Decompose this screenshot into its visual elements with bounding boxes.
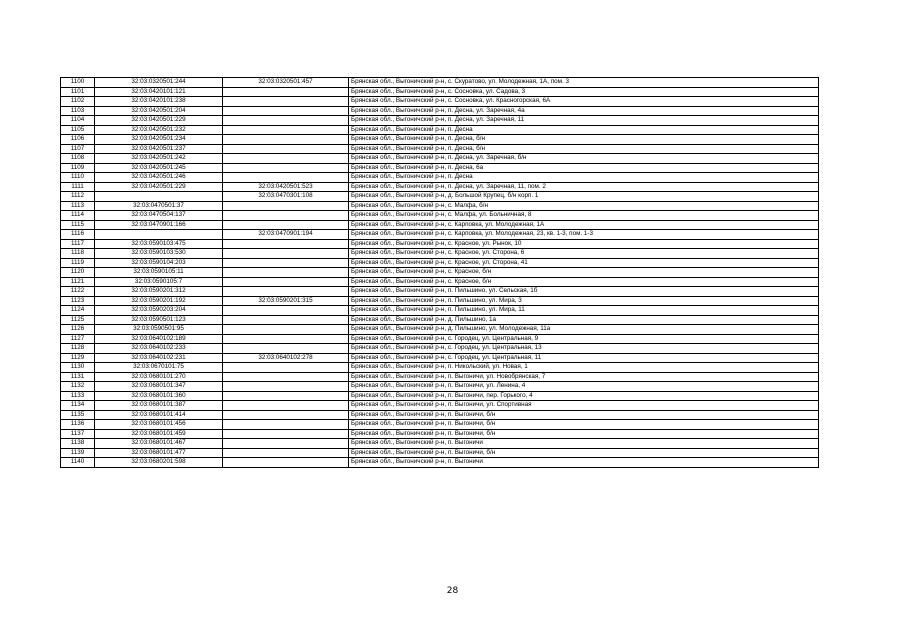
cadastral-number-cell: 32:03:0590104:203 (95, 258, 223, 268)
address-cell: Брянская обл., Выгоничский р-н, п. Десна (349, 125, 819, 135)
address-cell: Брянская обл., Выгоничский р-н, п. Выгоничи, ул. Спортивная (349, 401, 819, 411)
address-cell: Брянская обл., Выгоничский р-н, п. Выгоничи, б/н (349, 429, 819, 439)
cadastral-number-cell: 32:03:0420501:246 (95, 173, 223, 183)
row-number-cell: 1123 (61, 296, 95, 306)
room-cadastral-number-cell: 32:03:0420501:523 (223, 182, 349, 192)
room-cadastral-number-cell (223, 154, 349, 164)
row-number-cell: 1122 (61, 287, 95, 297)
room-cadastral-number-cell (223, 363, 349, 373)
table-row (61, 325, 819, 335)
address-cell: Брянская обл., Выгоничский р-н, п. Десна, ул. Заречная, б/н (349, 154, 819, 164)
address-cell: Брянская обл., Выгоничский р-н, д. Пильшино, 1а (349, 315, 819, 325)
cadastral-number-cell: 32:03:0420501:237 (95, 144, 223, 154)
address-cell: Брянская обл., Выгоничский р-н, п. Выгоничи, б/н (349, 420, 819, 430)
room-cadastral-number-cell (223, 306, 349, 316)
row-number-cell: 1105 (61, 125, 95, 135)
table-row (61, 448, 819, 458)
table-row (61, 144, 819, 154)
cadastral-number-cell: 32:03:0680101:387 (95, 401, 223, 411)
row-number-cell: 1103 (61, 106, 95, 116)
room-cadastral-number-cell (223, 287, 349, 297)
row-number-cell: 1131 (61, 372, 95, 382)
room-cadastral-number-cell (223, 277, 349, 287)
address-cell: Брянская обл., Выгоничский р-н, п. Выгоничи, б/н (349, 448, 819, 458)
room-cadastral-number-cell (223, 448, 349, 458)
table-row (61, 429, 819, 439)
cadastral-number-cell: 32:03:0320501:244 (95, 78, 223, 88)
cadastral-number-cell: 32:03:0420101:238 (95, 97, 223, 107)
address-cell: Брянская обл., Выгоничский р-н, с. Карповка, ул. Молодежная, 23, кв. 1-3, пом. 1-3 (349, 230, 819, 240)
address-cell: Брянская обл., Выгоничский р-н, п. Пильшино, ул. Мира, 11 (349, 306, 819, 316)
cadastral-number-cell: 32:03:0680101:459 (95, 429, 223, 439)
row-number-cell: 1132 (61, 382, 95, 392)
cadastral-number-cell: 32:03:0420101:121 (95, 87, 223, 97)
cadastral-number-cell: 32:03:0590103:475 (95, 239, 223, 249)
address-cell: Брянская обл., Выгоничский р-н, п. Десна, б/н (349, 135, 819, 145)
cadastral-number-cell: 32:03:0680101:270 (95, 372, 223, 382)
row-number-cell: 1101 (61, 87, 95, 97)
address-cell: Брянская обл., Выгоничский р-н, п. Десна, б/н (349, 144, 819, 154)
row-number-cell: 1117 (61, 239, 95, 249)
cadastral-number-cell (95, 192, 223, 202)
address-cell: Брянская обл., Выгоничский р-н, п. Выгоничи, б/н (349, 410, 819, 420)
cadastral-number-cell: 32:03:0590103:530 (95, 249, 223, 259)
room-cadastral-number-cell (223, 144, 349, 154)
cadastral-number-cell: 32:03:0680101:360 (95, 391, 223, 401)
room-cadastral-number-cell (223, 315, 349, 325)
table-row (61, 391, 819, 401)
table-row (61, 439, 819, 449)
address-cell: Брянская обл., Выгоничский р-н, с. Красное, ул. Сторона, 6 (349, 249, 819, 259)
address-cell: Брянская обл., Выгоничский р-н, с. Красное, б/н (349, 268, 819, 278)
address-cell: Брянская обл., Выгоничский р-н, с. Малфа, б/н (349, 201, 819, 211)
table-row (61, 116, 819, 126)
address-cell: Брянская обл., Выгоничский р-н, п. Десна (349, 173, 819, 183)
row-number-cell: 1140 (61, 458, 95, 468)
row-number-cell: 1114 (61, 211, 95, 221)
cadastral-number-cell: 32:03:0680101:467 (95, 439, 223, 449)
cadastral-number-cell: 32:03:0590501:123 (95, 315, 223, 325)
row-number-cell: 1139 (61, 448, 95, 458)
room-cadastral-number-cell (223, 220, 349, 230)
address-cell: Брянская обл., Выгоничский р-н, с. Сосновка, ул. Садова, 3 (349, 87, 819, 97)
table-row (61, 211, 819, 221)
table-row (61, 382, 819, 392)
room-cadastral-number-cell (223, 325, 349, 335)
cadastral-number-cell: 32:03:0590201:192 (95, 296, 223, 306)
row-number-cell: 1128 (61, 344, 95, 354)
table-row (61, 154, 819, 164)
cadastral-number-cell: 32:03:0470504:137 (95, 211, 223, 221)
row-number-cell: 1133 (61, 391, 95, 401)
row-number-cell: 1106 (61, 135, 95, 145)
row-number-cell: 1137 (61, 429, 95, 439)
address-cell: Брянская обл., Выгоничский р-н, п. Выгоничи, ул. Ленина, 4 (349, 382, 819, 392)
room-cadastral-number-cell (223, 372, 349, 382)
address-cell: Брянская обл., Выгоничский р-н, с. Красное, ул. Сторона, 41 (349, 258, 819, 268)
cadastral-number-cell: 32:03:0680201:598 (95, 458, 223, 468)
cadastral-number-cell: 32:03:0470501:37 (95, 201, 223, 211)
table-row (61, 230, 819, 240)
page-number: 28 (446, 586, 459, 596)
table-row (61, 87, 819, 97)
table-row (61, 258, 819, 268)
room-cadastral-number-cell (223, 344, 349, 354)
address-cell: Брянская обл., Выгоничский р-н, с. Малфа, ул. Больничная, 8 (349, 211, 819, 221)
room-cadastral-number-cell (223, 420, 349, 430)
cadastral-number-cell: 32:03:0590201:312 (95, 287, 223, 297)
address-cell: Брянская обл., Выгоничский р-н, п. Выгоничи (349, 458, 819, 468)
row-number-cell: 1138 (61, 439, 95, 449)
address-cell: Брянская обл., Выгоничский р-н, с. Красное, ул. Рынок, 10 (349, 239, 819, 249)
table-row (61, 277, 819, 287)
cadastral-number-cell: 32:03:0590105:7 (95, 277, 223, 287)
table-row (61, 363, 819, 373)
cadastral-number-cell: 32:03:0640102:189 (95, 334, 223, 344)
room-cadastral-number-cell (223, 97, 349, 107)
row-number-cell: 1107 (61, 144, 95, 154)
table-row (61, 239, 819, 249)
room-cadastral-number-cell (223, 163, 349, 173)
room-cadastral-number-cell (223, 116, 349, 126)
table-row (61, 296, 819, 306)
table-row (61, 220, 819, 230)
table-row (61, 106, 819, 116)
room-cadastral-number-cell (223, 201, 349, 211)
cadastral-number-cell: 32:03:0590501:95 (95, 325, 223, 335)
cadastral-number-cell (95, 230, 223, 240)
room-cadastral-number-cell: 32:03:0470901:194 (223, 230, 349, 240)
row-number-cell: 1129 (61, 353, 95, 363)
address-cell: Брянская обл., Выгоничский р-н, с. Скуратово, ул. Молодежная, 1А, пом. 3 (349, 78, 819, 88)
room-cadastral-number-cell (223, 382, 349, 392)
room-cadastral-number-cell (223, 334, 349, 344)
row-number-cell: 1124 (61, 306, 95, 316)
cadastral-number-cell: 32:03:0680101:414 (95, 410, 223, 420)
address-cell: Брянская обл., Выгоничский р-н, п. Никольский, ул. Новая, 1 (349, 363, 819, 373)
cadastral-number-cell: 32:03:0420501:245 (95, 163, 223, 173)
row-number-cell: 1130 (61, 363, 95, 373)
table-row (61, 458, 819, 468)
room-cadastral-number-cell: 32:03:0470301:108 (223, 192, 349, 202)
address-cell: Брянская обл., Выгоничский р-н, п. Десна, ул. Заречная, 4а (349, 106, 819, 116)
table-row (61, 192, 819, 202)
address-cell: Брянская обл., Выгоничский р-н, п. Пильшино, ул. Сельская, 1б (349, 287, 819, 297)
row-number-cell: 1109 (61, 163, 95, 173)
room-cadastral-number-cell (223, 249, 349, 259)
row-number-cell: 1113 (61, 201, 95, 211)
cadastral-number-cell: 32:03:0420501:229 (95, 182, 223, 192)
room-cadastral-number-cell (223, 106, 349, 116)
registry-body (61, 78, 819, 468)
table-row (61, 78, 819, 88)
row-number-cell: 1136 (61, 420, 95, 430)
row-number-cell: 1100 (61, 78, 95, 88)
table-row (61, 287, 819, 297)
table-row (61, 201, 819, 211)
cadastral-number-cell: 32:03:0470901:166 (95, 220, 223, 230)
cadastral-number-cell: 32:03:0420501:229 (95, 116, 223, 126)
address-cell: Брянская обл., Выгоничский р-н, с. Красное, б/н (349, 277, 819, 287)
address-cell: Брянская обл., Выгоничский р-н, п. Выгоничи (349, 439, 819, 449)
room-cadastral-number-cell (223, 401, 349, 411)
room-cadastral-number-cell (223, 125, 349, 135)
row-number-cell: 1121 (61, 277, 95, 287)
row-number-cell: 1119 (61, 258, 95, 268)
table-row (61, 249, 819, 259)
table-row (61, 420, 819, 430)
address-cell: Брянская обл., Выгоничский р-н, п. Десна, ул. Заречная, 11, пом. 2 (349, 182, 819, 192)
room-cadastral-number-cell (223, 268, 349, 278)
address-cell: Брянская обл., Выгоничский р-н, п. Выгоничи, пер. Горького, 4 (349, 391, 819, 401)
cadastral-number-cell: 32:03:0640102:233 (95, 344, 223, 354)
row-number-cell: 1104 (61, 116, 95, 126)
row-number-cell: 1102 (61, 97, 95, 107)
address-cell: Брянская обл., Выгоничский р-н, п. Выгоничи, ул. Новобрянская, 7 (349, 372, 819, 382)
cadastral-number-cell: 32:03:0420501:234 (95, 135, 223, 145)
table-row (61, 353, 819, 363)
room-cadastral-number-cell (223, 135, 349, 145)
table-row (61, 163, 819, 173)
room-cadastral-number-cell: 32:03:0640102:278 (223, 353, 349, 363)
row-number-cell: 1112 (61, 192, 95, 202)
cadastral-number-cell: 32:03:0590203:204 (95, 306, 223, 316)
table-row (61, 125, 819, 135)
cadastral-number-cell: 32:03:0420501:242 (95, 154, 223, 164)
room-cadastral-number-cell (223, 239, 349, 249)
table-row (61, 97, 819, 107)
row-number-cell: 1134 (61, 401, 95, 411)
table-row (61, 306, 819, 316)
row-number-cell: 1111 (61, 182, 95, 192)
row-number-cell: 1118 (61, 249, 95, 259)
room-cadastral-number-cell (223, 258, 349, 268)
room-cadastral-number-cell (223, 173, 349, 183)
table-row (61, 344, 819, 354)
address-cell: Брянская обл., Выгоничский р-н, с. Сосновка, ул. Красногорская, 6А (349, 97, 819, 107)
room-cadastral-number-cell (223, 439, 349, 449)
table-row (61, 372, 819, 382)
cadastral-number-cell: 32:03:0420501:204 (95, 106, 223, 116)
cadastral-number-cell: 32:03:0680101:456 (95, 420, 223, 430)
table-row (61, 410, 819, 420)
cadastral-number-cell: 32:03:0670101:75 (95, 363, 223, 373)
table-row (61, 401, 819, 411)
table-row (61, 135, 819, 145)
room-cadastral-number-cell: 32:03:0320501:457 (223, 78, 349, 88)
room-cadastral-number-cell (223, 458, 349, 468)
room-cadastral-number-cell (223, 410, 349, 420)
row-number-cell: 1125 (61, 315, 95, 325)
row-number-cell: 1135 (61, 410, 95, 420)
row-number-cell: 1110 (61, 173, 95, 183)
address-cell: Брянская обл., Выгоничский р-н, с. Городец, ул. Центральная, 11 (349, 353, 819, 363)
table-row (61, 268, 819, 278)
cadastral-number-cell: 32:03:0420501:232 (95, 125, 223, 135)
row-number-cell: 1127 (61, 334, 95, 344)
row-number-cell: 1116 (61, 230, 95, 240)
room-cadastral-number-cell (223, 391, 349, 401)
address-cell: Брянская обл., Выгоничский р-н, с. Городец, ул. Центральная, 13 (349, 344, 819, 354)
cadastral-number-cell: 32:03:0590105:11 (95, 268, 223, 278)
address-cell: Брянская обл., Выгоничский р-н, д. Большой Крупец, б/н корп. 1 (349, 192, 819, 202)
row-number-cell: 1120 (61, 268, 95, 278)
room-cadastral-number-cell: 32:03:0590201:315 (223, 296, 349, 306)
table-row (61, 315, 819, 325)
address-cell: Брянская обл., Выгоничский р-н, п. Десна, ул. Заречная, 11 (349, 116, 819, 126)
row-number-cell: 1126 (61, 325, 95, 335)
room-cadastral-number-cell (223, 429, 349, 439)
address-cell: Брянская обл., Выгоничский р-н, д. Пильшино, ул. Молодежная, 11а (349, 325, 819, 335)
address-cell: Брянская обл., Выгоничский р-н, с. Городец, ул. Центральная, 9 (349, 334, 819, 344)
row-number-cell: 1108 (61, 154, 95, 164)
room-cadastral-number-cell (223, 211, 349, 221)
cadastral-number-cell: 32:03:0640102:231 (95, 353, 223, 363)
table-row (61, 173, 819, 183)
table-row (61, 334, 819, 344)
cadastral-number-cell: 32:03:0680101:477 (95, 448, 223, 458)
address-cell: Брянская обл., Выгоничский р-н, п. Пильшино, ул. Мира, 3 (349, 296, 819, 306)
room-cadastral-number-cell (223, 87, 349, 97)
address-cell: Брянская обл., Выгоничский р-н, п. Десна, 6а (349, 163, 819, 173)
address-cell: Брянская обл., Выгоничский р-н, с. Карповка, ул. Молодежная, 1А (349, 220, 819, 230)
property-registry-table (60, 77, 819, 468)
table-row (61, 182, 819, 192)
row-number-cell: 1115 (61, 220, 95, 230)
cadastral-number-cell: 32:03:0680101:347 (95, 382, 223, 392)
